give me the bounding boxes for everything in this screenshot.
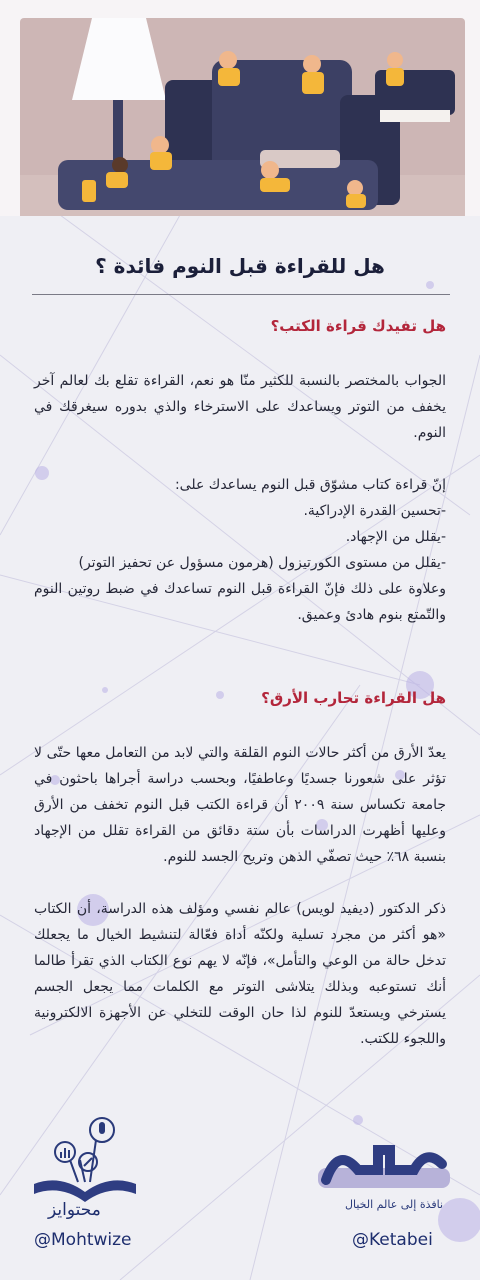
ketabei-tagline: نافذة إلى عالم الخيال	[345, 1198, 444, 1211]
benefits-intro: إنّ قراءة كتاب مشوّق قبل النوم يساعدك على:	[174, 477, 446, 493]
section-heading-benefits: هل تفيدك قراءة الكتب؟	[270, 317, 446, 335]
paragraph-conclusion: وعلاوة على ذلك فإنّ القراءة قبل النوم تساعدك في ضبط روتين النوم والتّمتع بنوم هادئ وعميق.	[34, 581, 446, 623]
hero-illustration	[0, 0, 480, 216]
paragraph-answer: الجواب بالمختصر بالنسبة للكثير منّا هو نعم، القراءة تقلع بك لعالم آخر يخفف من التوتر ويساعدك على الاسترخاء والذي بدوره سيغرقك في النوم.	[34, 373, 446, 441]
open-book-icon	[30, 1100, 140, 1210]
benefit-item: -يقلل من الإجهاد.	[345, 529, 446, 545]
mohtwize-brand-name: محتوايز	[48, 1200, 101, 1220]
title-divider	[32, 294, 450, 295]
section-insomnia	[34, 686, 446, 1052]
ketabei-handle[interactable]: @Ketabei	[352, 1230, 433, 1250]
microphone-icon	[99, 1122, 105, 1134]
ketabei-logo	[318, 1140, 450, 1200]
benefit-item: -تحسين القدرة الإدراكية.	[303, 503, 446, 519]
section-heading-insomnia: هل القراءة تحارب الأرق؟	[261, 689, 446, 707]
section-benefits	[34, 314, 446, 628]
chart-bubble-icon	[60, 1148, 70, 1158]
benefit-item: -يقلل من مستوى الكورتيزول (هرمون مسؤول عن تحفيز التوتر)	[78, 555, 446, 571]
paragraph-insomnia: يعدّ الأرق من أكثر حالات النوم القلقة والتي لابد من التعامل معها حتّى لا تؤثر على شعورنا جسديًا وعاطفيًا، وبحسب دراسة أجراها باحثون في جامعة تكساس سنة ٢٠٠٩ أن قراءة الكتب قبل النوم تخفف من الأرق وعليها أظهرت الدراسات بأن ستة دقائق من القراءة تقلل من الإجهاد بنسبة ٦٨٪ حيث تصفّي الذهن وتريح الجسد للنوم.	[34, 745, 446, 865]
page-title: هل للقراءة قبل النوم فائدة ؟	[95, 254, 385, 278]
pen-bubble-icon	[84, 1158, 92, 1166]
paragraph-david-lewis: ذكر الدكتور (ديفيد لويس) عالم نفسي ومؤلف هذه الدراسة، أن الكتاب «هو أكثر من مجرد تسلية ولكنّه أداة فعّالة لتنشيط الخيال ما يجعلك تدخل حالة من الوعي والتأمل»، فإنّه لا يهم نوع الكتاب الذي تقرأ طالما أنك تستوعبه وبذلك يتلاشى التوتر مع الكلمات مما يجعل الجسم يسترخي ويستعدّ للنوم لذا حان الوقت للتخلي عن الأجهزة الالكترونية واللجوء للكتب.	[34, 901, 446, 1047]
footer	[0, 1040, 480, 1280]
mohtwize-handle[interactable]: @Mohtwize	[34, 1230, 132, 1250]
